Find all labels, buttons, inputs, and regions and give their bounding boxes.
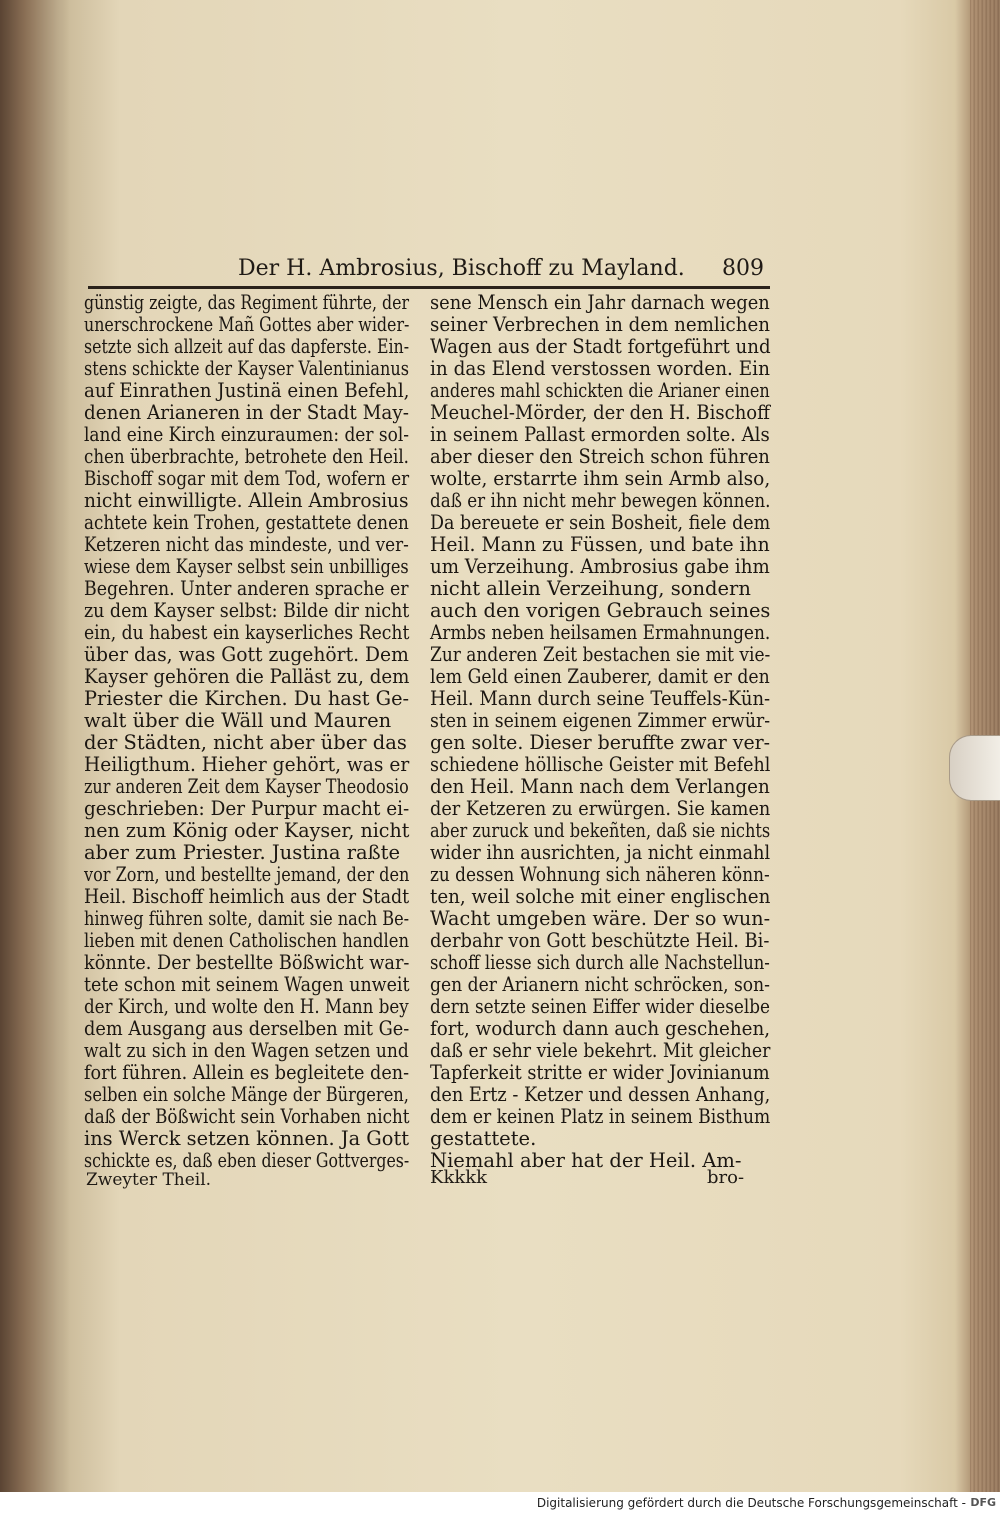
text-line: Meuchel-Mörder, der den H. Bischoff <box>430 401 770 424</box>
text-line: derbahr von Gott beschützte Heil. Bi- <box>430 929 770 952</box>
text-line: Heil. Mann zu Füssen, und bate ihn <box>430 533 770 556</box>
text-line: chen überbrachte, betrohete den Heil. <box>84 445 409 468</box>
text-line: zu dem Kayser selbst: Bilde dir nicht <box>84 599 410 622</box>
text-line: in seinem Pallast ermorden solte. Als <box>430 423 770 446</box>
text-line: dern setzte seinen Eiffer wider dieselbe <box>430 995 770 1018</box>
dfg-logo: DFG <box>970 1496 996 1509</box>
text-line: unerschrockene Mañ Gottes aber wider- <box>84 313 410 336</box>
text-line: schoff liesse sich durch alle Nachstellun- <box>430 951 770 974</box>
text-line: Bischoff sogar mit dem Tod, wofern er <box>84 467 410 490</box>
text-line: auf Einrathen Justinä einen Befehl, <box>84 379 410 402</box>
text-line: daß er ihn nicht mehr bewegen können. <box>430 489 771 512</box>
text-line: Armbs neben heilsamen Ermahnungen. <box>430 621 771 644</box>
text-line: lem Geld einen Zauberer, damit er den <box>430 665 770 688</box>
text-line: Begehren. Unter anderen sprache er <box>84 577 409 600</box>
text-line: Wagen aus der Stadt fortgeführt und <box>430 335 771 358</box>
gathering-mark: Kkkkk <box>430 1167 488 1188</box>
catchword: bro- <box>707 1167 745 1188</box>
text-line: ein, du habest ein kayserliches Recht <box>84 621 410 644</box>
text-line: der Ketzeren zu erwürgen. Sie kamen <box>430 797 771 820</box>
text-line: walt über die Wäll und Mauren <box>84 709 392 732</box>
text-line: lieben mit denen Catholischen handlen <box>84 929 410 952</box>
text-line: walt zu sich in den Wagen setzen und <box>84 1039 409 1062</box>
text-line: aber zuruck und bekeñten, daß sie nichts <box>430 819 771 842</box>
text-line: nicht allein Verzeihung, sondern <box>430 577 751 600</box>
text-line: auch den vorigen Gebrauch seines <box>430 599 771 622</box>
text-line: fort führen. Allein es begleitete den- <box>84 1061 410 1084</box>
text-line: über das, was Gott zugehört. Dem <box>84 643 409 666</box>
running-head: Der H. Ambrosius, Bischoff zu Mayland. <box>238 256 685 281</box>
text-line: gestattete. <box>430 1127 537 1150</box>
text-line: Priester die Kirchen. Du hast Ge- <box>84 687 410 710</box>
text-line: tete schon mit seinem Wagen unweit <box>84 973 410 996</box>
text-line: daß er sehr viele bekehrt. Mit gleicher <box>430 1039 771 1062</box>
text-line: Tapferkeit stritte er wider Jovinianum <box>430 1061 770 1084</box>
text-line: sten in seinem eigenen Zimmer erwür- <box>430 709 771 732</box>
text-line: der Kirch, und wolte den H. Mann bey <box>84 995 409 1018</box>
text-line: Ketzeren nicht das mindeste, und ver- <box>84 533 409 556</box>
text-line: wiese dem Kayser selbst sein unbilliges <box>84 555 409 578</box>
text-line: Zur anderen Zeit bestachen sie mit vie- <box>430 643 771 666</box>
text-line: nen zum König oder Kayser, nicht <box>84 819 410 842</box>
text-line: stens schickte der Kayser Valentinianus <box>84 357 409 380</box>
page-header <box>88 256 770 286</box>
text-line: könnte. Der bestellte Bößwicht war- <box>84 951 410 974</box>
text-line: nicht einwilligte. Allein Ambrosius <box>84 489 409 512</box>
text-line: gen der Arianern nicht schröcken, son- <box>430 973 770 996</box>
right-text-column <box>430 292 770 1172</box>
text-line: fort, wodurch dann auch geschehen, <box>430 1017 771 1040</box>
bookmark-tab <box>949 735 1000 801</box>
text-line: der Städten, nicht aber über das <box>84 731 407 754</box>
text-line: daß der Bößwicht sein Vorhaben nicht <box>84 1105 410 1128</box>
text-line: aber dieser den Streich schon führen <box>430 445 770 468</box>
text-line: schiedene höllische Geister mit Befehl <box>430 753 771 776</box>
text-line: anderes mahl schickten die Arianer einen <box>430 379 770 402</box>
text-line: Heil. Mann durch seine Teuffels-Kün- <box>430 687 771 710</box>
text-line: Wacht umgeben wäre. Der so wun- <box>430 907 771 930</box>
text-line: zur anderen Zeit dem Kayser Theodosio <box>84 775 409 798</box>
text-line: wolte, erstarrte ihm sein Armb also, <box>430 467 771 490</box>
text-line: ten, weil solche mit einer englischen <box>430 885 771 908</box>
text-line: schickte es, daß eben dieser Gottverges- <box>84 1149 410 1172</box>
text-line: den Heil. Mann nach dem Verlangen <box>430 775 770 798</box>
text-line: geschrieben: Der Purpur macht ei- <box>84 797 410 820</box>
text-line: in das Elend verstossen worden. Ein <box>430 357 770 380</box>
text-line: um Verzeihung. Ambrosius gabe ihm <box>430 555 770 578</box>
book-gutter <box>0 0 70 1492</box>
text-line: Heil. Bischoff heimlich aus der Stadt <box>84 885 410 908</box>
funding-note: Digitalisierung gefördert durch die Deutsche Forschungsgemeinschaft - <box>536 1496 966 1510</box>
page-number: 809 <box>722 256 764 281</box>
text-line: setzte sich allzeit auf das dapferste. Ein- <box>84 335 410 358</box>
text-line: den Ertz - Ketzer und dessen Anhang, <box>430 1083 771 1106</box>
text-line: Kayser gehören die Palläst zu, dem <box>84 665 410 688</box>
left-text-column <box>84 292 409 1172</box>
text-line: aber zum Priester. Justina raßte <box>84 841 401 864</box>
text-line: Heiligthum. Hieher gehört, was er <box>84 753 410 776</box>
text-line: dem Ausgang aus derselben mit Ge- <box>84 1017 410 1040</box>
text-line: ins Werck setzen können. Ja Gott <box>84 1127 410 1150</box>
text-line: Da bereuete er sein Bosheit, fiele dem <box>430 511 771 534</box>
text-line: selben ein solche Mänge der Bürgeren, <box>84 1083 409 1106</box>
text-line: wider ihn ausrichten, ja nicht einmahl <box>430 841 771 864</box>
text-line: gen solte. Dieser beruffte zwar ver- <box>430 731 771 754</box>
text-line: achtete kein Trohen, gestattete denen <box>84 511 409 534</box>
header-rule <box>88 286 770 289</box>
text-line: denen Arianeren in der Stadt May- <box>84 401 409 424</box>
text-line: seiner Verbrechen in dem nemlichen <box>430 313 771 336</box>
text-line: hinweg führen solte, damit sie nach Be- <box>84 907 410 930</box>
text-line: zu dessen Wohnung sich näheren könn- <box>430 863 770 886</box>
text-line: land eine Kirch einzuraumen: der sol- <box>84 423 410 446</box>
text-line: sene Mensch ein Jahr darnach wegen <box>430 291 770 314</box>
text-line: Niemahl aber hat der Heil. Am- <box>430 1149 742 1172</box>
digitization-footer <box>0 1492 1000 1516</box>
text-line: dem er keinen Platz in seinem Bisthum <box>430 1105 771 1128</box>
text-line: günstig zeigte, das Regiment führte, der <box>84 291 410 314</box>
signature-mark: Zweyter Theil. <box>86 1170 212 1190</box>
text-line: vor Zorn, und bestellte jemand, der den <box>84 863 410 886</box>
